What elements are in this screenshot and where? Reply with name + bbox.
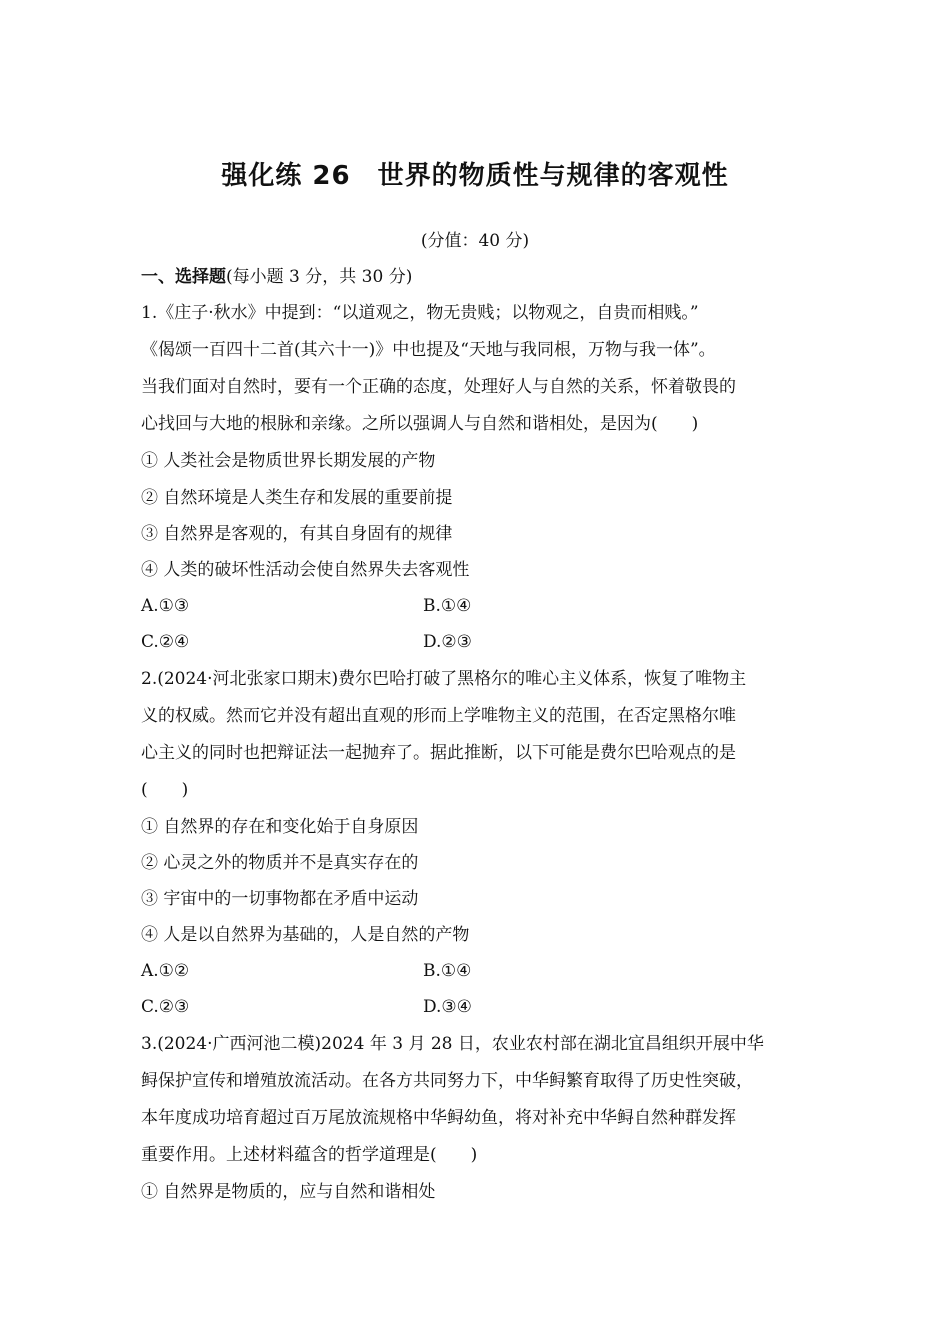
q2-stem-line: 2.(2024·河北张家口期末)费尔巴哈打破了黑格尔的唯心主义体系，恢复了唯物主 [141, 669, 747, 689]
q2-statement: ② 心灵之外的物质并不是真实存在的 [141, 853, 419, 873]
section-heading [141, 265, 841, 289]
q3-statement: ① 自然界是物质的，应与自然和谐相处 [141, 1182, 436, 1202]
q1-statement: ① 人类社会是物质世界长期发展的产物 [141, 451, 436, 471]
q2-statement: ④ 人是以自然界为基础的，人是自然的产物 [141, 925, 470, 945]
section-title: 一、选择题 [141, 267, 226, 287]
q3-stem-line: 鲟保护宣传和增殖放流活动。在各方共同努力下，中华鲟繁育取得了历史性突破， [141, 1071, 753, 1091]
q2-stem-line: 心主义的同时也把辩证法一起抛弃了。据此推断，以下可能是费尔巴哈观点的是 [141, 743, 736, 763]
q1-option-c: C.②④ [141, 632, 190, 652]
page-title: 强化练 26 世界的物质性与规律的客观性 [221, 161, 729, 191]
q2-option-d: D.③④ [423, 997, 472, 1017]
q1-statement: ③ 自然界是客观的，有其自身固有的规律 [141, 524, 453, 544]
q3-stem-line: 重要作用。上述材料蕴含的哲学道理是( ) [141, 1145, 478, 1165]
q1-statement: ② 自然环境是人类生存和发展的重要前提 [141, 488, 453, 508]
q2-option-a: A.①② [141, 961, 190, 981]
q2-stem-line: ( ) [141, 780, 189, 800]
q1-option-a: A.①③ [141, 596, 190, 616]
q1-stem-line: 当我们面对自然时，要有一个正确的态度，处理好人与自然的关系，怀着敬畏的 [141, 377, 736, 397]
q2-option-c: C.②③ [141, 997, 190, 1017]
section-note: (每小题 3 分，共 30 分) [226, 267, 413, 287]
q3-stem-line: 本年度成功培育超过百万尾放流规格中华鲟幼鱼，将对补充中华鲟自然种群发挥 [141, 1108, 736, 1128]
q1-statement: ④ 人类的破坏性活动会使自然界失去客观性 [141, 560, 470, 580]
q2-stem-line: 义的权威。然而它并没有超出直观的形而上学唯物主义的范围，在否定黑格尔唯 [141, 706, 736, 726]
q1-option-b: B.①④ [423, 596, 472, 616]
q1-stem-line: 1.《庄子·秋水》中提到：“以道观之，物无贵贱；以物观之，自贵而相贱。” [141, 303, 699, 323]
q2-statement: ③ 宇宙中的一切事物都在矛盾中运动 [141, 889, 419, 909]
q2-statement: ① 自然界的存在和变化始于自身原因 [141, 817, 419, 837]
q3-stem-line: 3.(2024·广西河池二模)2024 年 3 月 28 日，农业农村部在湖北宜昌组织开展中华 [141, 1034, 764, 1054]
q1-stem-line: 心找回与大地的根脉和亲缘。之所以强调人与自然和谐相处，是因为( ) [141, 414, 699, 434]
score-note: (分值：40 分) [420, 231, 530, 251]
q1-option-d: D.②③ [423, 632, 472, 652]
q1-stem-line: 《偈颂一百四十二首(其六十一)》中也提及“天地与我同根，万物与我一体”。 [141, 340, 716, 360]
q2-option-b: B.①④ [423, 961, 472, 981]
